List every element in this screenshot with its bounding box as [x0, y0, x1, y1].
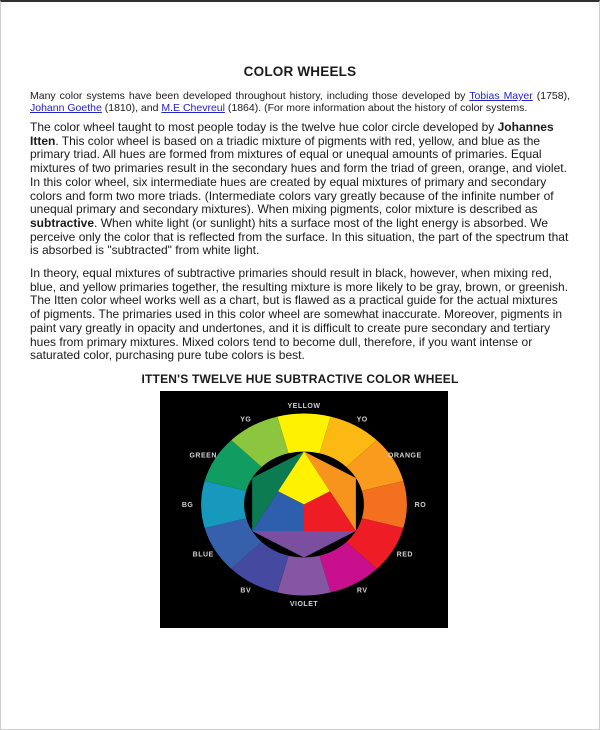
wheel-label-yg: YG [240, 416, 252, 424]
color-wheel-image [160, 391, 448, 628]
para1-text-1: The color wheel taught to most people today is the twelve hue color circle developed by [30, 120, 498, 134]
wheel-label-green: GREEN [189, 452, 217, 460]
page-title: COLOR WHEELS [243, 64, 357, 79]
wheel-label-blue: BLUE [192, 551, 214, 559]
wheel-label-ro: RO [414, 501, 427, 509]
wheel-label-rv: RV [356, 587, 368, 595]
body-paragraph-1 [30, 121, 570, 258]
link-tobias-mayer[interactable]: Tobias Mayer [469, 90, 533, 102]
para1-bold-johannes-itten: Johannes Itten [30, 120, 554, 148]
color-wheel-svg [160, 391, 448, 628]
body-paragraph-2: In theory, equal mixtures of subtractive primaries should result in black, however, when mixing red, blue, and yellow primaries together, the resulting mixture is more likely to be gray, brown, or greenish. The Itten color wheel works well as a chart, but is flawed as a practical guide for the actual mixtures of pigments. The primaries used in this color wheel are somewhat inaccurate. Moreover, pigments in paint vary greatly in opacity and undertones, and it is difficult to create pure secondary and tertiary hues from primary mixtures. Mixed colors tend to become dull, therefore, if you want intense or saturated color, purchasing pure tube colors is best. [30, 266, 569, 363]
wheel-label-yo: YO [356, 416, 368, 424]
link-me-chevreul[interactable]: M.E Chevreul [161, 101, 225, 114]
intro-text-4: (1864). (For more information about the history of color systems. [224, 101, 528, 114]
intro-text-3: (1810), and [101, 101, 162, 114]
wheel-label-red: RED [396, 551, 413, 559]
wheel-heading: ITTEN'S TWELVE HUE SUBTRACTIVE COLOR WHEEL [141, 371, 459, 386]
wheel-label-bv: BV [240, 587, 252, 595]
para1-text-3: . When white light (or sunlight) hits a surface most of the light energy is absorbed. We perceive only the color that is reflected from the surface. In this situation, the part of the spectrum that is absorbed is "subtracted" from white light. [30, 215, 569, 258]
para1-bold-subtractive: subtractive [30, 215, 95, 230]
wheel-label-orange: ORANGE [387, 452, 422, 460]
intro-text-2: (1758), [532, 90, 571, 102]
wheel-label-violet: VIOLET [289, 600, 319, 608]
intro-text-1: Many color systems have been developed throughout history, including those developed by [30, 90, 470, 102]
link-johann-goethe[interactable]: Johann Goethe [30, 101, 102, 114]
wheel-label-bg: BG [181, 501, 194, 509]
para1-text-2: . This color wheel is based on a triadic mixture of pigments with red, yellow, and blue as the primary triad. All hues are formed from mixtures of equal or unequal amounts of primaries. Equal mixtures of two primaries result in the secondary hues and form the triad of green, orange, and violet. In this color wheel, six intermediate hues are created by equal mixtures of primary and secondary colors and form two more triads. (Intermediate colors vary greatly because of the infinite number of unequal primary and secondary mixtures). When mixing pigments, color mixture is described as [30, 133, 567, 217]
intro-paragraph [30, 91, 570, 114]
wheel-label-yellow: YELLOW [287, 402, 321, 410]
